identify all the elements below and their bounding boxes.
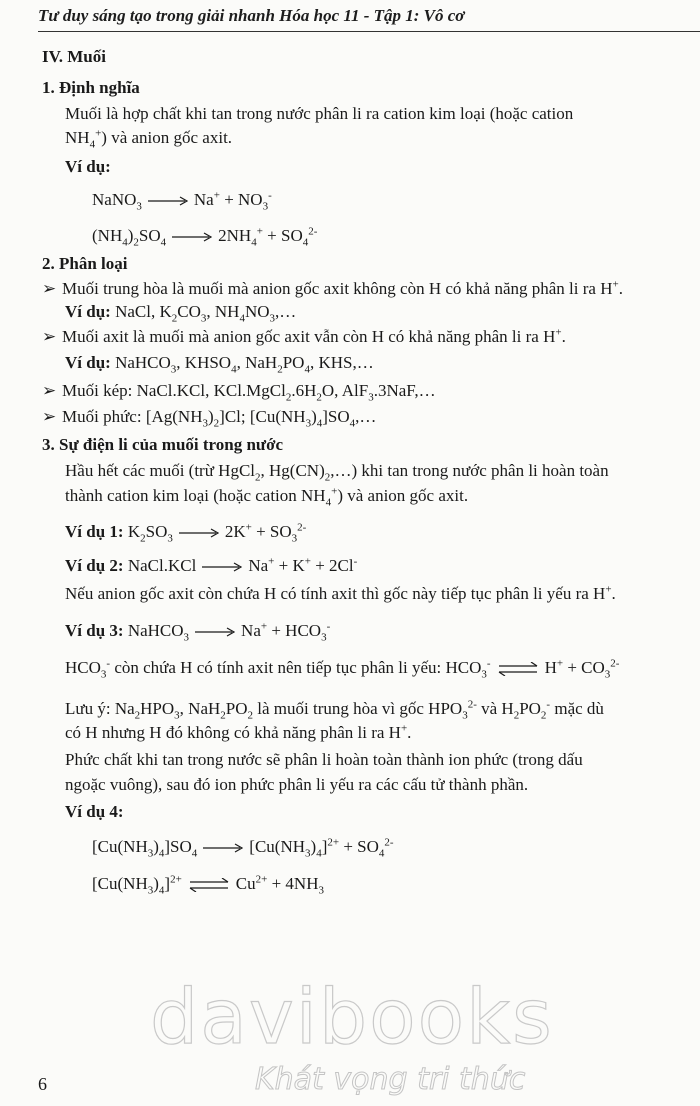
arrowhead-bullet-icon: ➢	[42, 407, 57, 426]
equilibrium-arrow-icon	[188, 878, 230, 892]
s3-para-a: Hầu hết các muối (trừ HgCl$_2$, $Hg(CN)_2,\dots$) khi tan trong nước phân li hoàn toàn	[65, 461, 609, 484]
s2-b2-example: Ví dụ: NaHCO$_3$, $KHSO_4$, $NaH_2PO_4$, KHS,…	[65, 353, 374, 376]
s3-note-b: có H nhưng H đó không có khả năng phân li ra H+.	[65, 722, 412, 742]
s3-ex3: Ví dụ 3: NaHCO$_3$ $Na^+ + HCO_3^-$	[65, 620, 331, 644]
s3-ex4-label: Ví dụ 4:	[65, 802, 124, 821]
s3-para-d: Phức chất khi tan trong nước sẽ phân li hoàn toàn thành ion phức (trong dấu	[65, 750, 583, 769]
arrowhead-bullet-icon: ➢	[42, 327, 57, 346]
s1-eq2: $(NH_4)_2SO_4$ $2NH_4^+ + SO_4^{2-}$	[92, 225, 318, 249]
section-heading: IV. Muối	[42, 47, 106, 66]
watermark-logo: davibooks	[150, 972, 554, 1061]
right-arrow-icon	[179, 528, 219, 538]
s1-para-b: $NH_4^+$) và anion gốc axit.	[65, 127, 233, 151]
s2-b1-example: Ví dụ: NaCl, $K_2CO_3$, $NH_4NO_3,\dots$	[65, 302, 297, 325]
right-arrow-icon	[202, 562, 242, 572]
s3-note-a: Lưu ý: $Na_2HPO_3$, $NaH_2PO_2$ là muối trung hòa vì gốc $HPO_3^{2-}$ và $H_2PO_2^-$ mặc dù	[65, 698, 604, 722]
right-arrow-icon	[172, 232, 212, 242]
s1-example-label: Ví dụ:	[65, 157, 111, 176]
s1-title: 1. Định nghĩa	[42, 78, 140, 97]
s2-bullet-4: ➢ Muối phức: $[Ag(NH_3)_2]Cl$; $[Cu(NH_3)_4]SO_4,\dots$	[42, 407, 377, 430]
s2-title: 2. Phân loại	[42, 254, 128, 273]
s3-title: 3. Sự điện li của muối trong nước	[42, 435, 284, 454]
s1-eq1: NaNO$_3$ $Na^+ + NO_3^-$	[92, 189, 272, 213]
s3-ex1: Ví dụ 1: $K_2SO_3$ $2K^+ + SO_3^{2-}$	[65, 521, 307, 545]
s3-para-b: thành cation kim loại (hoặc cation $NH_4^+$) và anion gốc axit.	[65, 485, 469, 509]
s3-para-e: ngoặc vuông), sau đó ion phức phân li yếu ra các cấu tử thành phần.	[65, 775, 529, 794]
s3-eq4b: $[Cu(NH_3)_4]^{2+}$ $Cu^{2+} + 4NH_3$	[92, 873, 324, 897]
s1-para-a: Muối là hợp chất khi tan trong nước phân li ra cation kim loại (hoặc cation	[65, 104, 574, 123]
arrowhead-bullet-icon: ➢	[42, 381, 57, 400]
running-header: Tư duy sáng tạo trong giải nhanh Hóa học 11 - Tập 1: Vô cơ	[38, 6, 465, 25]
watermark-tagline: Khát vọng tri thức	[255, 1062, 526, 1097]
s3-hco3-line: $HCO_3^-$ còn chứa H có tính axit nên tiếp tục phân li yếu: $HCO_3^-$ $H^+ + CO_3^{2-}$	[65, 657, 620, 681]
right-arrow-icon	[195, 627, 235, 637]
s2-bullet-2: ➢ Muối axit là muối mà anion gốc axit vẫn còn H có khả năng phân li ra H+.	[42, 326, 566, 346]
page-number: 6	[38, 1074, 47, 1094]
arrowhead-bullet-icon: ➢	[42, 279, 57, 298]
header-rule	[38, 31, 700, 32]
s3-ex2: Ví dụ 2: NaCl.KCl Na+ + K+ + 2Cl-	[65, 555, 358, 575]
s3-eq4a: $[Cu(NH_3)_4]SO_4$ $[Cu(NH_3)_4]^{2+} + SO_4^{2-}$	[92, 836, 394, 860]
s3-para-c: Nếu anion gốc axit còn chứa H có tính axit thì gốc này tiếp tục phân li yếu ra H+.	[65, 583, 616, 603]
right-arrow-icon	[148, 196, 188, 206]
equilibrium-arrow-icon	[497, 662, 539, 676]
right-arrow-icon	[203, 843, 243, 853]
s2-bullet-1: ➢ Muối trung hòa là muối mà anion gốc axit không còn H có khả năng phân li ra H+.	[42, 278, 623, 298]
s2-bullet-3: ➢ Muối kép: NaCl.KCl, $KCl.MgCl_2.6H_2O$, AlF$_3$.3NaF,…	[42, 381, 436, 404]
